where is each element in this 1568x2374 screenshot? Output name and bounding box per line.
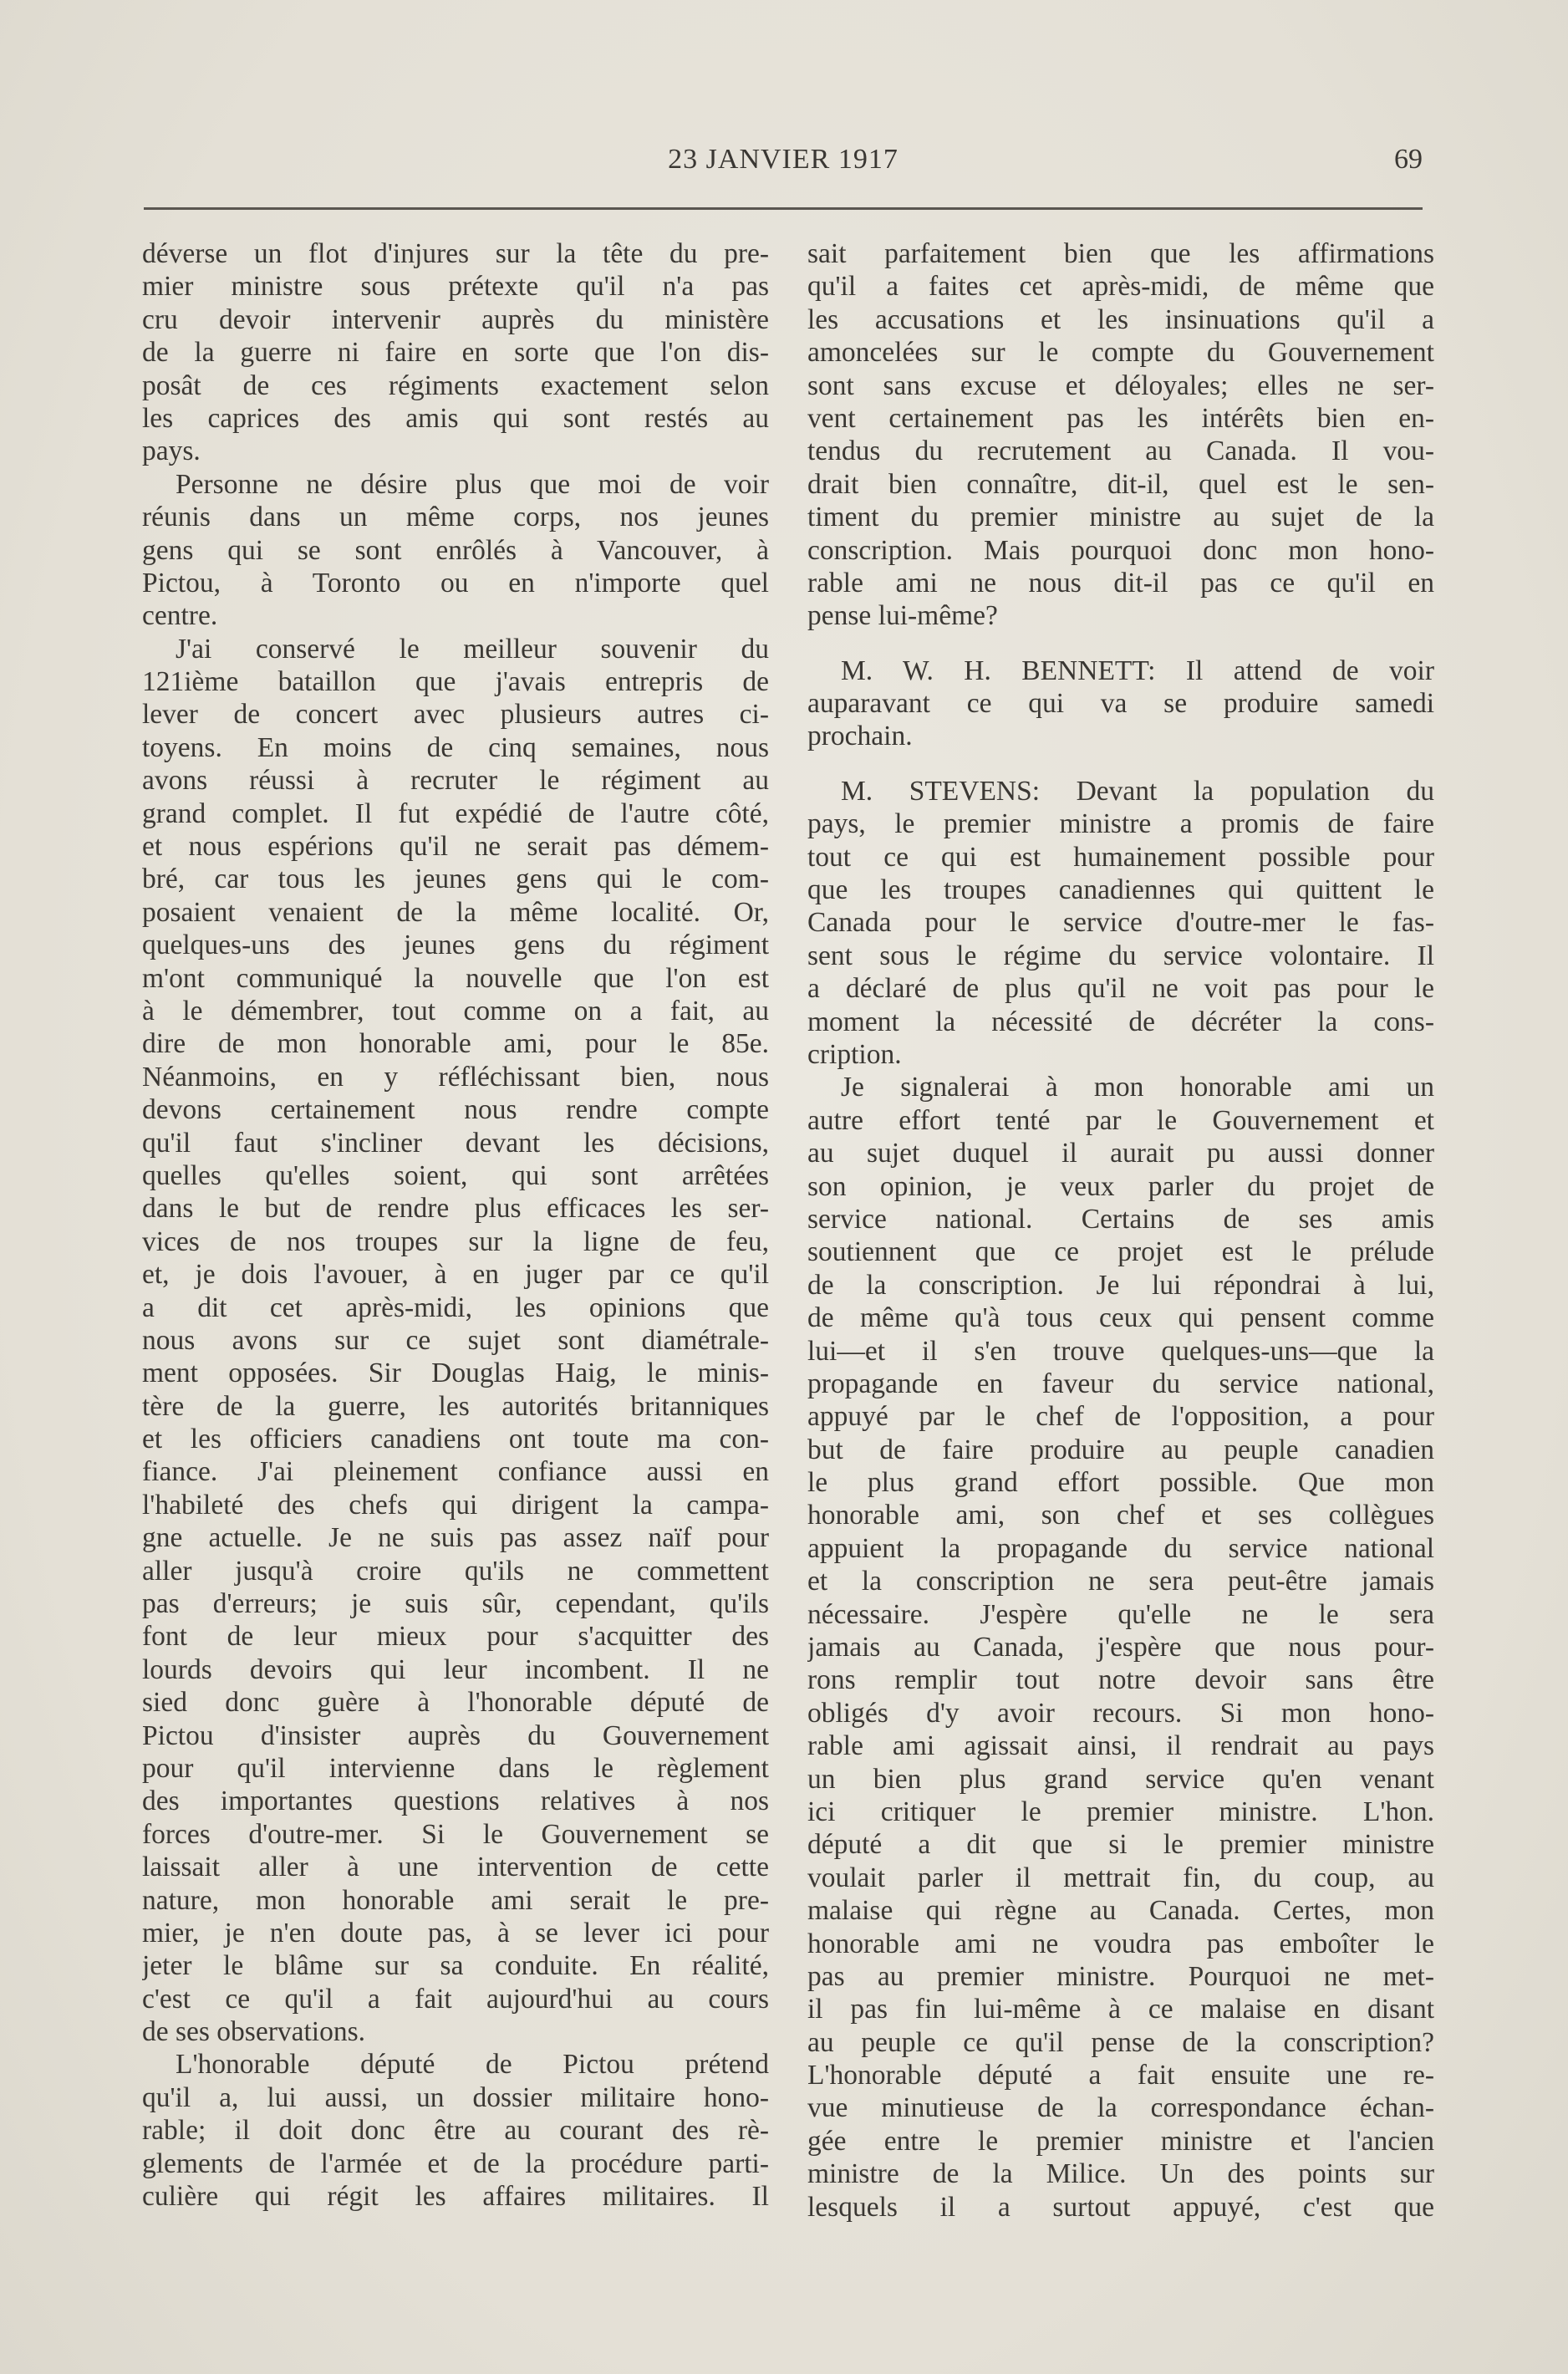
text-line: 121ième bataillon que j'avais entrepris de xyxy=(142,666,769,698)
text-line: qu'il a faites cet après-midi, de même que xyxy=(807,271,1434,303)
text-line: voulait parler il mettrait fin, du coup, au xyxy=(807,1862,1434,1893)
text-line: drait bien connaître, dit-il, quel est le sen- xyxy=(807,468,1434,500)
text-line: mier ministre sous prétexte qu'il n'a pas xyxy=(142,271,769,303)
text-line: ministre de la Milice. Un des points sur xyxy=(807,2158,1434,2190)
text-line: grand complet. Il fut expédié de l'autre côté, xyxy=(142,797,769,829)
text-line: Néanmoins, en y réfléchissant bien, nous xyxy=(142,1061,769,1093)
text-line: vices de nos troupes sur la ligne de feu, xyxy=(142,1225,769,1257)
text-line: de la conscription. Je lui répondrai à lui, xyxy=(807,1269,1434,1301)
text-line: ici critiquer le premier ministre. L'hon. xyxy=(807,1796,1434,1827)
text-line: l'habileté des chefs qui dirigent la campa- xyxy=(142,1489,769,1521)
text-line: de ses observations. xyxy=(142,2016,366,2048)
text-line: forces d'outre-mer. Si le Gouvernement se xyxy=(142,1818,769,1850)
text-line: et les officiers canadiens ont toute ma con- xyxy=(142,1424,769,1455)
text-line: son opinion, je veux parler du projet de xyxy=(807,1170,1434,1202)
text-line: au sujet duquel il aurait pu aussi donner xyxy=(807,1138,1434,1169)
text-line: rable ami ne nous dit-il pas ce qu'il en xyxy=(807,567,1434,599)
text-line: pas au premier ministre. Pourquoi ne met- xyxy=(807,1960,1434,1992)
text-line: Personne ne désire plus que moi de voir xyxy=(176,468,769,500)
text-line: honorable ami, son chef et ses collègues xyxy=(807,1500,1434,1531)
text-line: un bien plus grand service qu'en venant xyxy=(807,1763,1434,1795)
text-line: rable; il doit donc être au courant des rè- xyxy=(142,2115,769,2147)
text-line: sied donc guère à l'honorable député de xyxy=(142,1687,769,1719)
text-line: glements de l'armée et de la procédure parti- xyxy=(142,2147,769,2179)
text-line: posât de ces régiments exactement selon xyxy=(142,369,769,401)
right-column xyxy=(807,237,1434,2224)
text-line: les accusations et les insinuations qu'il a xyxy=(807,303,1434,335)
text-line: sait parfaitement bien que les affirmations xyxy=(807,238,1434,269)
text-line: service national. Certains de ses amis xyxy=(807,1203,1434,1235)
text-line: Pictou, à Toronto ou en n'importe quel xyxy=(142,567,769,599)
text-line: au peuple ce qu'il pense de la conscription? xyxy=(807,2026,1434,2058)
text-line: malaise qui règne au Canada. Certes, mon xyxy=(807,1895,1434,1927)
text-line: M. STEVENS: Devant la population du xyxy=(841,775,1434,807)
text-line: gens qui se sont enrôlés à Vancouver, à xyxy=(142,534,769,566)
text-line: il pas fin lui-même à ce malaise en disant xyxy=(807,1994,1434,2025)
text-line: toyens. En moins de cinq semaines, nous xyxy=(142,731,769,763)
text-line: pays, le premier ministre a promis de faire xyxy=(807,808,1434,840)
text-line: obligés d'y avoir recours. Si mon hono- xyxy=(807,1697,1434,1729)
text-line: autre effort tenté par le Gouvernement et xyxy=(807,1104,1434,1136)
text-line: tendus du recrutement au Canada. Il vou- xyxy=(807,436,1434,467)
text-line: prochain. xyxy=(807,721,913,752)
text-line: honorable ami ne voudra pas emboîter le xyxy=(807,1928,1434,1959)
text-line: déverse un flot d'injures sur la tête du pre- xyxy=(142,238,769,269)
text-line: et, je dois l'avouer, à en juger par ce qu'il xyxy=(142,1259,769,1291)
text-line: nécessaire. J'espère qu'elle ne le sera xyxy=(807,1598,1434,1630)
text-line: le plus grand effort possible. Que mon xyxy=(807,1467,1434,1499)
text-line: nature, mon honorable ami serait le pre- xyxy=(142,1884,769,1916)
paragraph-gap xyxy=(807,753,1434,775)
text-line: posaient venaient de la même localité. Or, xyxy=(142,896,769,928)
text-line: culière qui régit les affaires militaires. Il xyxy=(142,2181,769,2213)
text-line: soutiennent que ce projet est le prélude xyxy=(807,1236,1434,1268)
text-line: que les troupes canadiennes qui quittent le xyxy=(807,874,1434,906)
text-line: de la guerre ni faire en sorte que l'on dis- xyxy=(142,337,769,369)
text-line: tère de la guerre, les autorités britanniques xyxy=(142,1390,769,1422)
text-line: vent certainement pas les intérêts bien en- xyxy=(807,402,1434,434)
text-line: appuient la propagande du service national xyxy=(807,1532,1434,1564)
text-line: pense lui-même? xyxy=(807,600,998,632)
text-line: appuyé par le chef de l'opposition, a pour xyxy=(807,1401,1434,1433)
text-line: pour qu'il intervienne dans le règlement xyxy=(142,1752,769,1784)
text-line: qu'il a, lui aussi, un dossier militaire hono- xyxy=(142,2081,769,2113)
header-date: 23 JANVIER 1917 xyxy=(668,144,899,175)
text-line: sent sous le régime du service volontaire. Il xyxy=(807,940,1434,971)
page-header xyxy=(144,144,1423,191)
text-line: de même qu'à tous ceux qui pensent comme xyxy=(807,1302,1434,1334)
text-line: L'honorable député de Pictou prétend xyxy=(176,2049,769,2081)
text-line: aller jusqu'à croire qu'ils ne commettent xyxy=(142,1555,769,1587)
text-line: gne actuelle. Je ne suis pas assez naïf pour xyxy=(142,1522,769,1554)
text-line: les caprices des amis qui sont restés au xyxy=(142,402,769,434)
text-line: rons remplir tout notre devoir sans être xyxy=(807,1664,1434,1696)
text-line: pays. xyxy=(142,436,201,467)
text-line: député a dit que si le premier ministre xyxy=(807,1829,1434,1861)
text-line: bré, car tous les jeunes gens qui le com- xyxy=(142,864,769,895)
text-line: lesquels il a surtout appuyé, c'est que xyxy=(807,2191,1434,2223)
text-line: propagande en faveur du service national, xyxy=(807,1368,1434,1399)
text-line: a dit cet après-midi, les opinions que xyxy=(142,1291,769,1323)
text-line: et la conscription ne sera peut-être jamais xyxy=(807,1566,1434,1597)
text-line: a déclaré de plus qu'il ne voit pas pour le xyxy=(807,973,1434,1005)
text-line: lui—et il s'en trouve quelques-uns—que la xyxy=(807,1335,1434,1367)
text-line: dire de mon honorable ami, pour le 85e. xyxy=(142,1028,769,1060)
text-line: laissait aller à une intervention de cette xyxy=(142,1852,769,1883)
text-line: jamais au Canada, j'espère que nous pour- xyxy=(807,1632,1434,1663)
text-line: m'ont communiqué la nouvelle que l'on est xyxy=(142,962,769,994)
text-line: qu'il faut s'incliner devant les décisions, xyxy=(142,1127,769,1159)
text-line: à le démembrer, tout comme on a fait, au xyxy=(142,995,769,1027)
text-line: M. W. H. BENNETT: Il attend de voir xyxy=(841,655,1434,686)
text-line: font de leur mieux pour s'acquitter des xyxy=(142,1621,769,1653)
left-column xyxy=(142,237,769,2213)
text-line: lever de concert avec plusieurs autres ci- xyxy=(142,699,769,731)
text-line: nous avons sur ce sujet sont diamétrale- xyxy=(142,1324,769,1356)
text-line: J'ai conservé le meilleur souvenir du xyxy=(176,633,769,665)
text-line: conscription. Mais pourquoi donc mon hono- xyxy=(807,534,1434,566)
text-line: vue minutieuse de la correspondance échan- xyxy=(807,2092,1434,2124)
text-line: auparavant ce qui va se produire samedi xyxy=(807,688,1434,720)
text-line: fiance. J'ai pleinement confiance aussi en xyxy=(142,1456,769,1488)
text-line: sont sans excuse et déloyales; elles ne ser- xyxy=(807,369,1434,401)
text-line: quelles qu'elles soient, qui sont arrêtées xyxy=(142,1159,769,1191)
text-line: ment opposées. Sir Douglas Haig, le minis- xyxy=(142,1358,769,1389)
text-line: c'est ce qu'il a fait aujourd'hui au cours xyxy=(142,1983,769,2015)
text-line: Canada pour le service d'outre-mer le fas- xyxy=(807,907,1434,939)
text-line: devons certainement nous rendre compte xyxy=(142,1094,769,1126)
page-number: 69 xyxy=(1394,144,1423,175)
text-line: quelques-uns des jeunes gens du régiment xyxy=(142,930,769,961)
text-line: Je signalerai à mon honorable ami un xyxy=(841,1072,1434,1103)
text-line: timent du premier ministre au sujet de la xyxy=(807,502,1434,533)
text-line: but de faire produire au peuple canadien xyxy=(807,1434,1434,1465)
text-line: réunis dans un même corps, nos jeunes xyxy=(142,502,769,533)
paragraph-gap xyxy=(807,633,1434,655)
text-line: jeter le blâme sur sa conduite. En réalité, xyxy=(142,1950,769,1982)
text-line: gée entre le premier ministre et l'ancien xyxy=(807,2125,1434,2157)
text-line: centre. xyxy=(142,600,218,632)
text-line: rable ami agissait ainsi, il rendrait au pays xyxy=(807,1730,1434,1762)
text-line: moment la nécessité de décréter la cons- xyxy=(807,1006,1434,1037)
text-line: pas d'erreurs; je suis sûr, cependant, qu'ils xyxy=(142,1588,769,1620)
text-line: dans le but de rendre plus efficaces les ser- xyxy=(142,1193,769,1225)
header-rule xyxy=(144,207,1423,210)
text-line: amoncelées sur le compte du Gouvernement xyxy=(807,337,1434,369)
text-line: et nous espérions qu'il ne serait pas démem- xyxy=(142,831,769,863)
text-line: L'honorable député a fait ensuite une re- xyxy=(807,2060,1434,2091)
text-line: tout ce qui est humainement possible pour xyxy=(807,841,1434,873)
text-line: cription. xyxy=(807,1038,902,1070)
text-line: lourds devoirs qui leur incombent. Il ne xyxy=(142,1653,769,1685)
text-line: Pictou d'insister auprès du Gouvernement xyxy=(142,1719,769,1751)
text-line: avons réussi à recruter le régiment au xyxy=(142,765,769,797)
text-line: des importantes questions relatives à nos xyxy=(142,1786,769,1817)
text-line: mier, je n'en doute pas, à se lever ici pour xyxy=(142,1917,769,1949)
text-line: cru devoir intervenir auprès du ministère xyxy=(142,303,769,335)
